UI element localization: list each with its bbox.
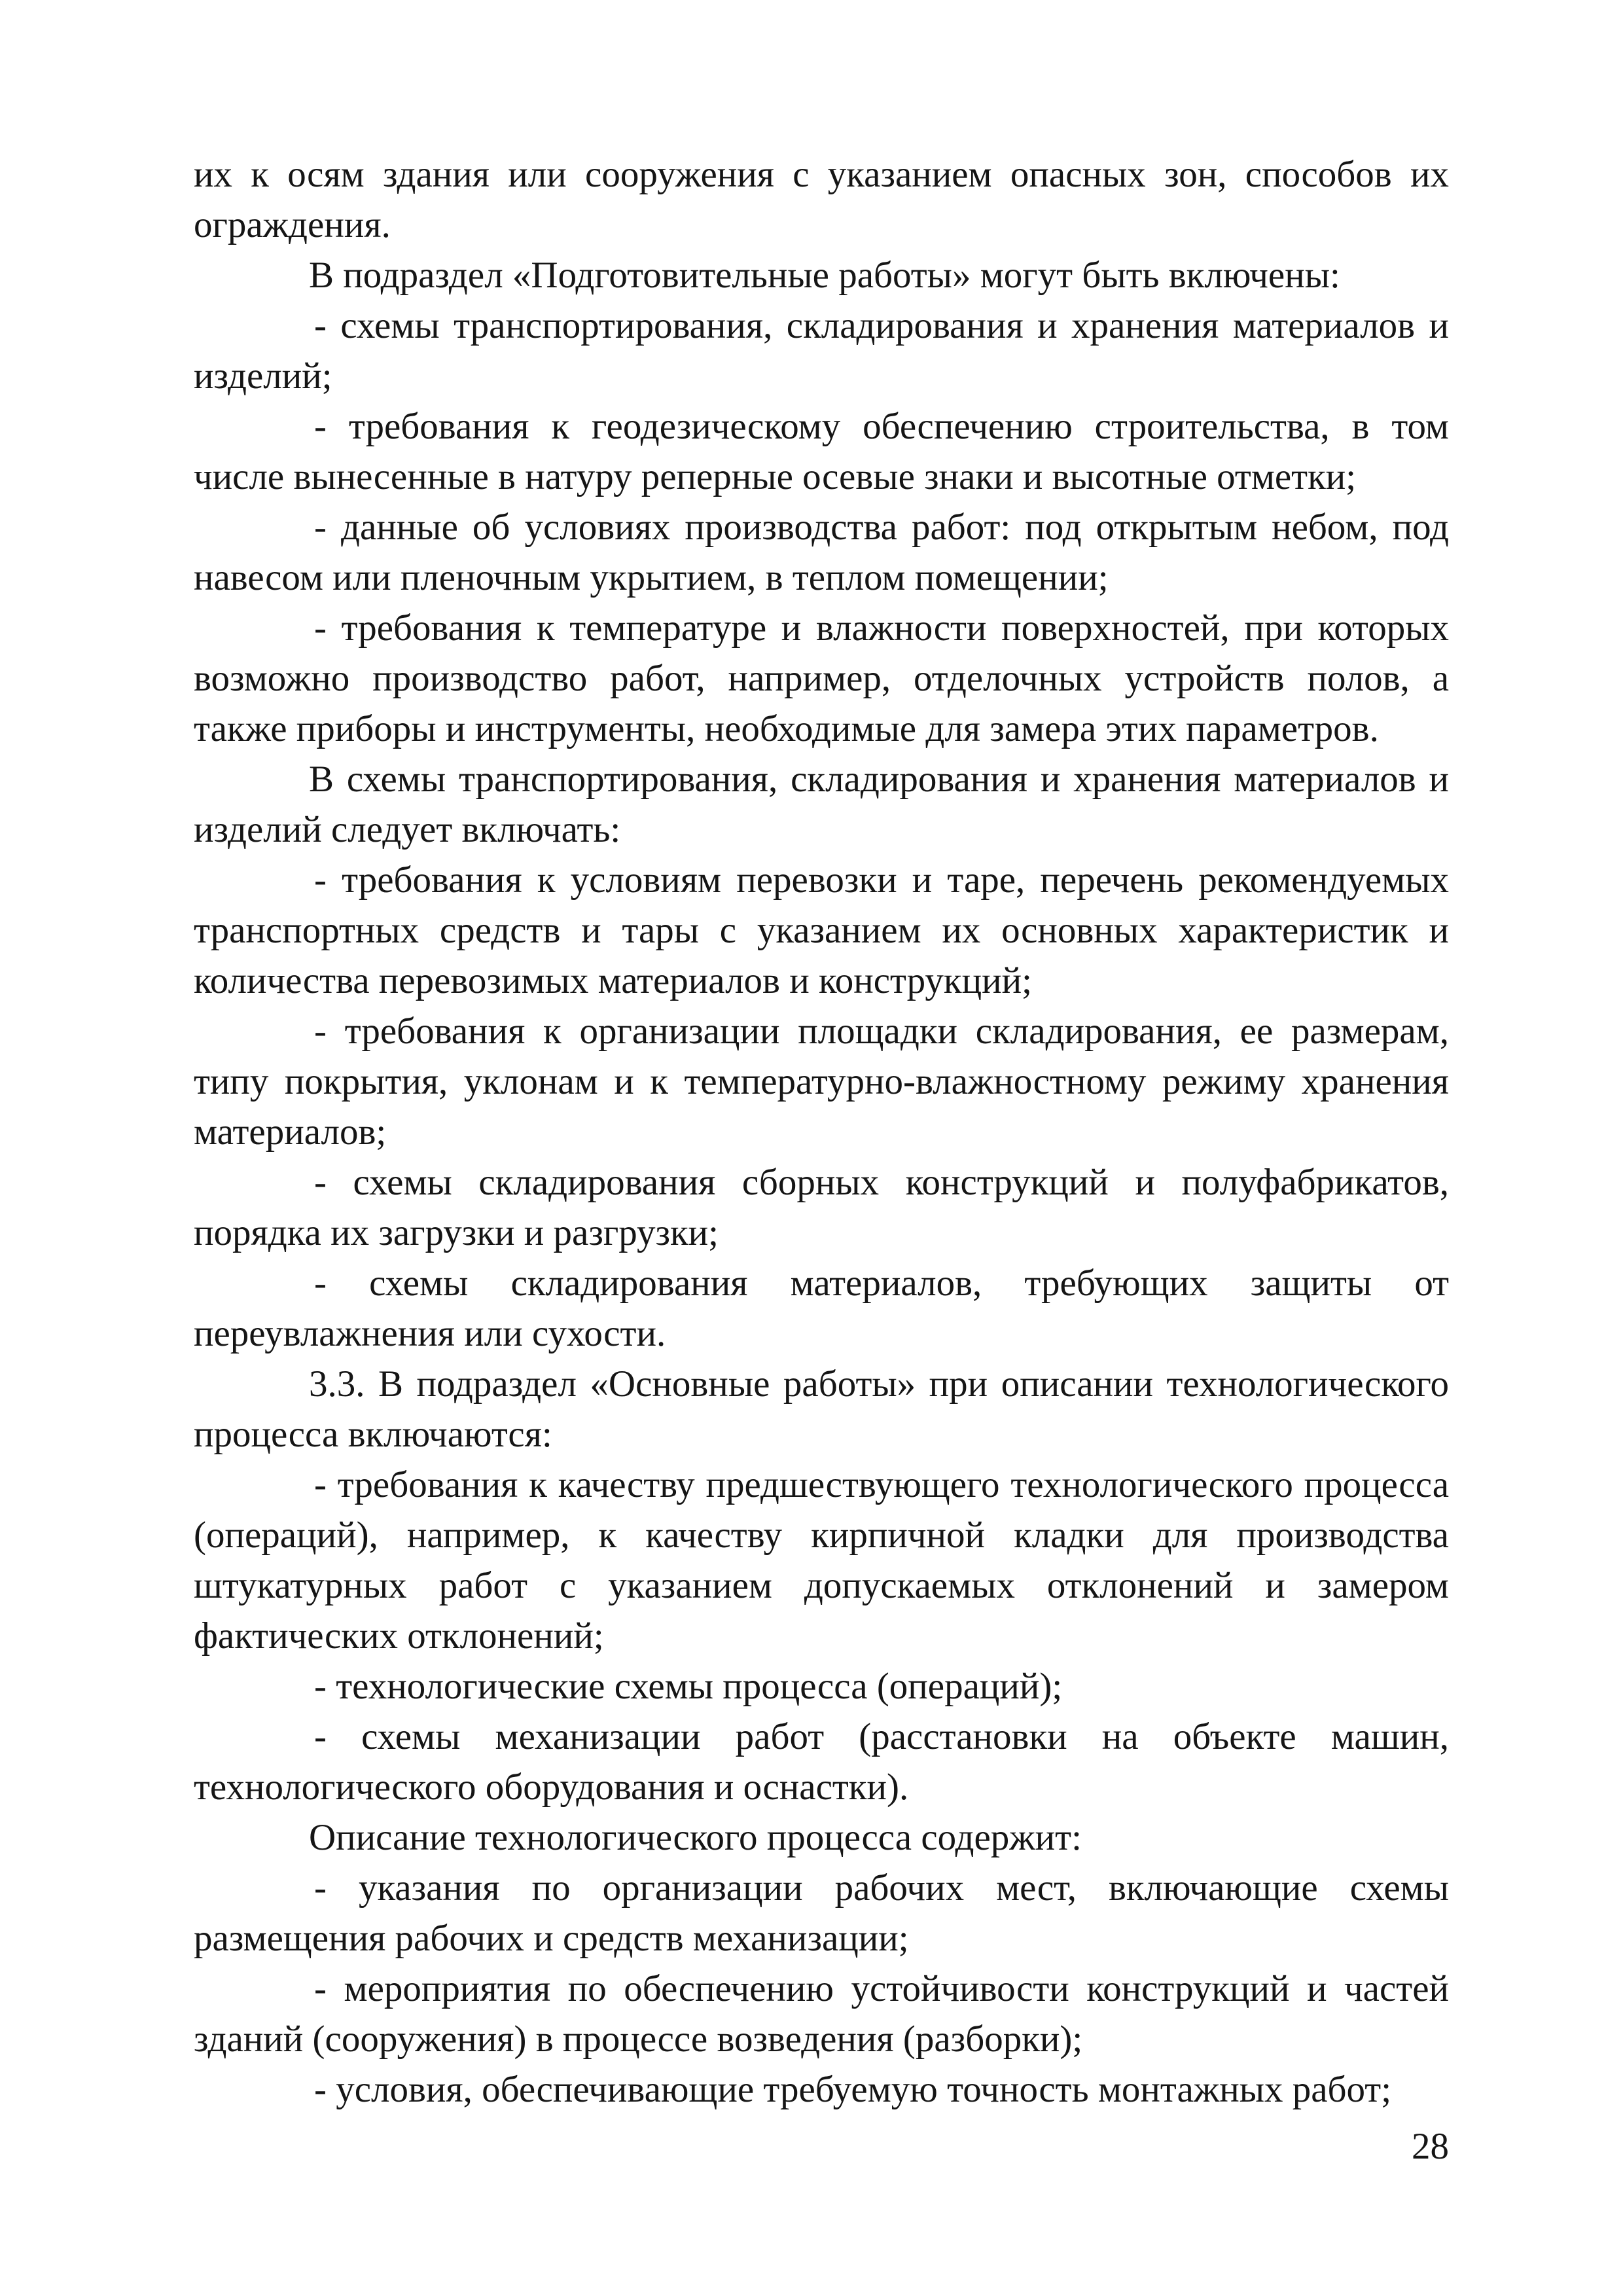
list-item: - технологические схемы процесса (операций);	[314, 1666, 1063, 1707]
section-heading-paragraph: 3.3. В подраздел «Основные работы» при описании технологического процесса включаются:	[194, 1363, 1449, 1455]
list-item: - схемы транспортирования, складирования и хранения материалов и изделий;	[194, 305, 1449, 397]
list-item: - схемы складирования сборных конструкций и полуфабрикатов, порядка их загрузки и разгрузки;	[194, 1162, 1449, 1253]
list-item: - мероприятия по обеспечению устойчивости конструкций и частей зданий (сооружения) в процессе возведения (разборки);	[194, 1968, 1449, 2060]
list-item: - указания по организации рабочих мест, включающие схемы размещения рабочих и средств механизации;	[194, 1867, 1449, 1959]
list-item: - требования к качеству предшествующего технологического процесса (операций), например, к качеству кирпичной кладки для производства штукатурных работ с указанием допускаемых отклонений и замером фактических отклонений;	[194, 1464, 1449, 1657]
list-item: - требования к условиям перевозки и таре, перечень рекомендуемых транспортных средств и тары с указанием их основных характеристик и количества перевозимых материалов и конструкций;	[194, 859, 1449, 1001]
list-item: - требования к организации площадки складирования, ее размерам, типу покрытия, уклонам и к температурно-влажностному режиму хранения материалов;	[194, 1011, 1449, 1153]
list-item: - данные об условиях производства работ: под открытым небом, под навесом или пленочным укрытием, в теплом помещении;	[194, 507, 1449, 598]
list-item: - требования к температуре и влажности поверхностей, при которых возможно производство работ, например, отделочных устройств полов, а также приборы и инструменты, необходимые для замера этих параметров.	[194, 607, 1449, 749]
list-item: - требования к геодезическому обеспечению строительства, в том числе вынесенные в натуру реперные осевые знаки и высотные отметки;	[194, 406, 1449, 497]
paragraph: В схемы транспортирования, складирования и хранения материалов и изделий следует включать:	[194, 759, 1449, 850]
list-item: - схемы механизации работ (расстановки на объекте машин, технологического оборудования и оснастки).	[194, 1716, 1449, 1808]
paragraph: Описание технологического процесса содержит:	[309, 1817, 1082, 1858]
list-item: - условия, обеспечивающие требуемую точность монтажных работ;	[314, 2069, 1392, 2110]
page-number: 28	[1412, 2126, 1449, 2167]
paragraph: В подраздел «Подготовительные работы» могут быть включены:	[309, 255, 1340, 296]
list-item: - схемы складирования материалов, требующих защиты от переувлажнения или сухости.	[194, 1263, 1449, 1354]
paragraph-continuation: их к осям здания или сооружения с указанием опасных зон, способов их ограждения.	[194, 154, 1449, 245]
body-text	[194, 149, 1449, 2115]
